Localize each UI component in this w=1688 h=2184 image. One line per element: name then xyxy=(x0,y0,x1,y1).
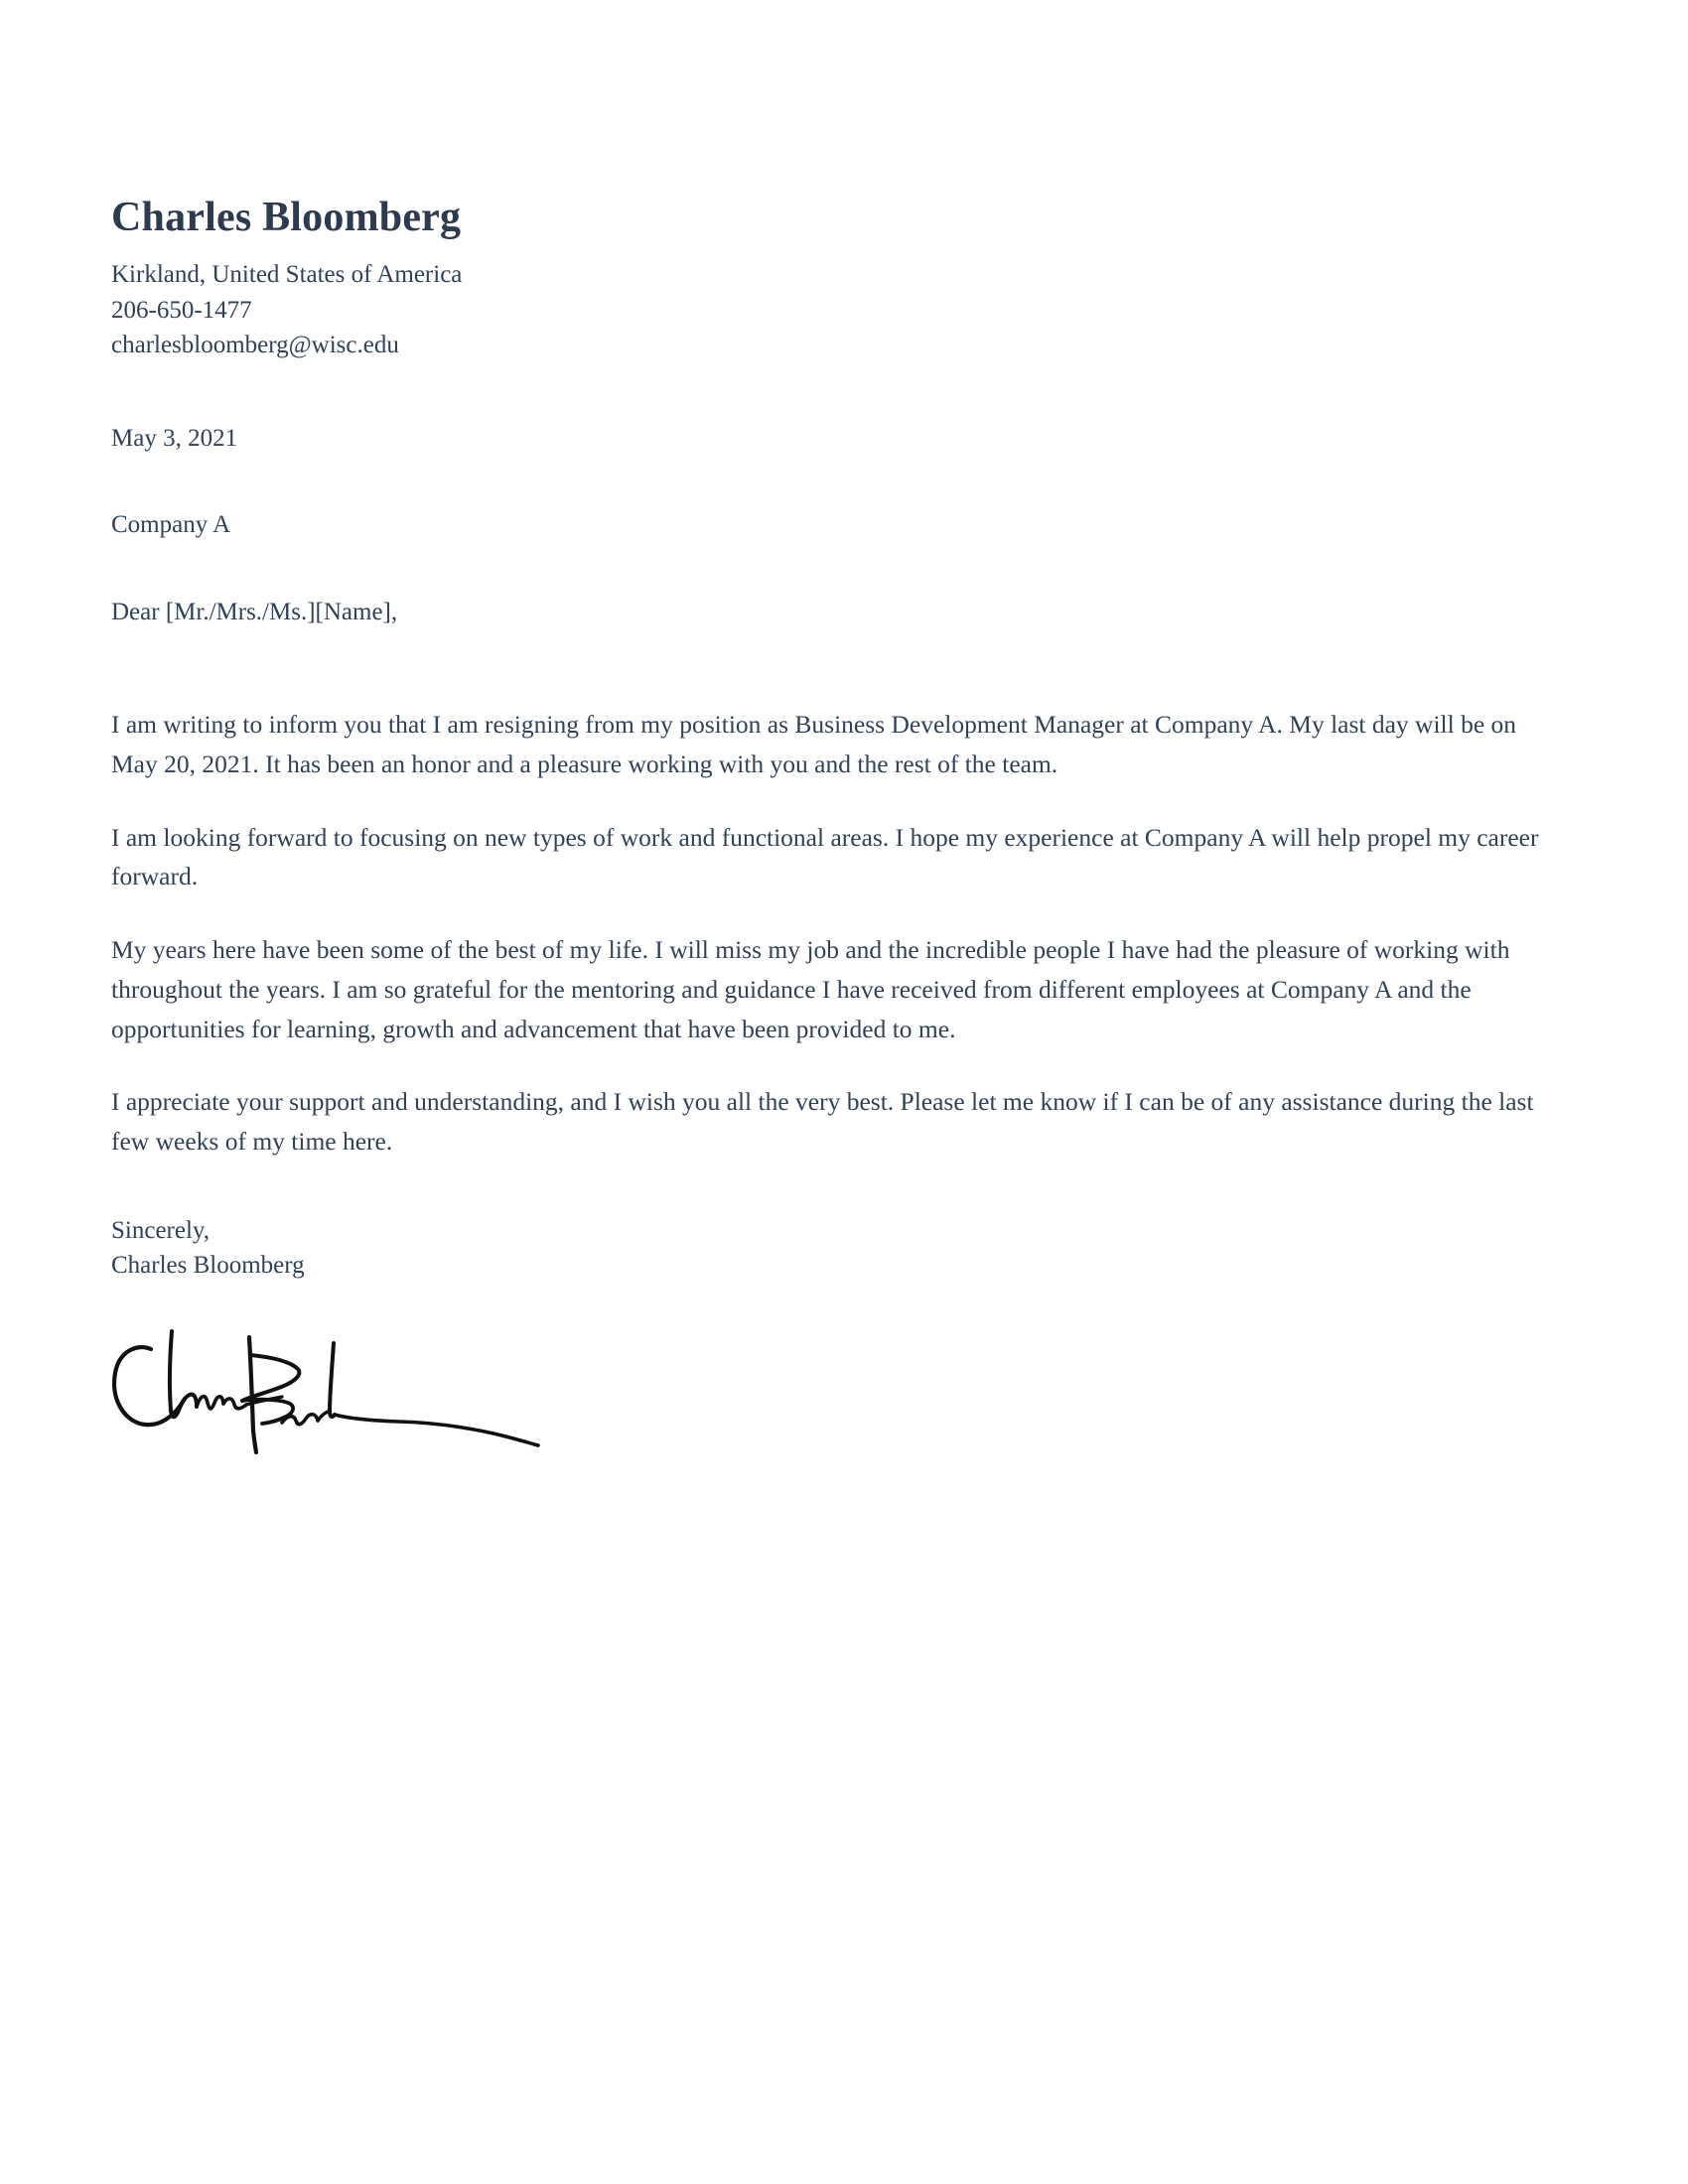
sender-location: Kirkland, United States of America xyxy=(111,261,463,289)
letter-content xyxy=(111,195,1551,1456)
body-paragraph: I appreciate your support and understanding, and I wish you all the very best. Please let me know if I can be of any assistance during the last few weeks of my time here. xyxy=(111,1087,1534,1157)
body-paragraph: I am looking forward to focusing on new types of work and functional areas. I hope my experience at Company A will help propel my career forward. xyxy=(111,822,1539,891)
spacer xyxy=(111,629,1551,705)
spacer xyxy=(111,543,1551,595)
salutation: Dear [Mr./Mrs./Ms.][Name], xyxy=(111,598,398,625)
handwritten-signature-icon xyxy=(111,1327,568,1456)
letterhead xyxy=(111,195,1551,363)
signature-image xyxy=(111,1327,568,1456)
body-paragraph: My years here have been some of the best of my life. I will miss my job and the incredible people I have had the pleasure of working with throughout the years. I am so grateful for the mentoring and guidance I have received from different employees at Company A and the opportunities for learning, growth and advancement that have been provided to me. xyxy=(111,935,1510,1043)
valediction: Sincerely, xyxy=(111,1216,211,1244)
spacer xyxy=(111,363,1551,421)
spacer xyxy=(111,456,1551,507)
letter-body xyxy=(111,705,1551,1161)
body-paragraph: I am writing to inform you that I am resigning from my position as Business Development Manager at Company A. My last day will be on May 20, 2021. It has been an honor and a pleasure working with you and the rest of the team. xyxy=(111,710,1517,778)
spacer xyxy=(111,1161,1551,1213)
letter-date: May 3, 2021 xyxy=(111,424,238,452)
letter-closing xyxy=(111,1213,1551,1284)
sender-email: charlesbloomberg@wisc.edu xyxy=(111,332,399,359)
sender-name-heading: Charles Bloomberg xyxy=(111,195,462,240)
signer-name: Charles Bloomberg xyxy=(111,1252,305,1280)
recipient-company: Company A xyxy=(111,511,231,539)
sender-phone: 206-650-1477 xyxy=(111,296,252,324)
